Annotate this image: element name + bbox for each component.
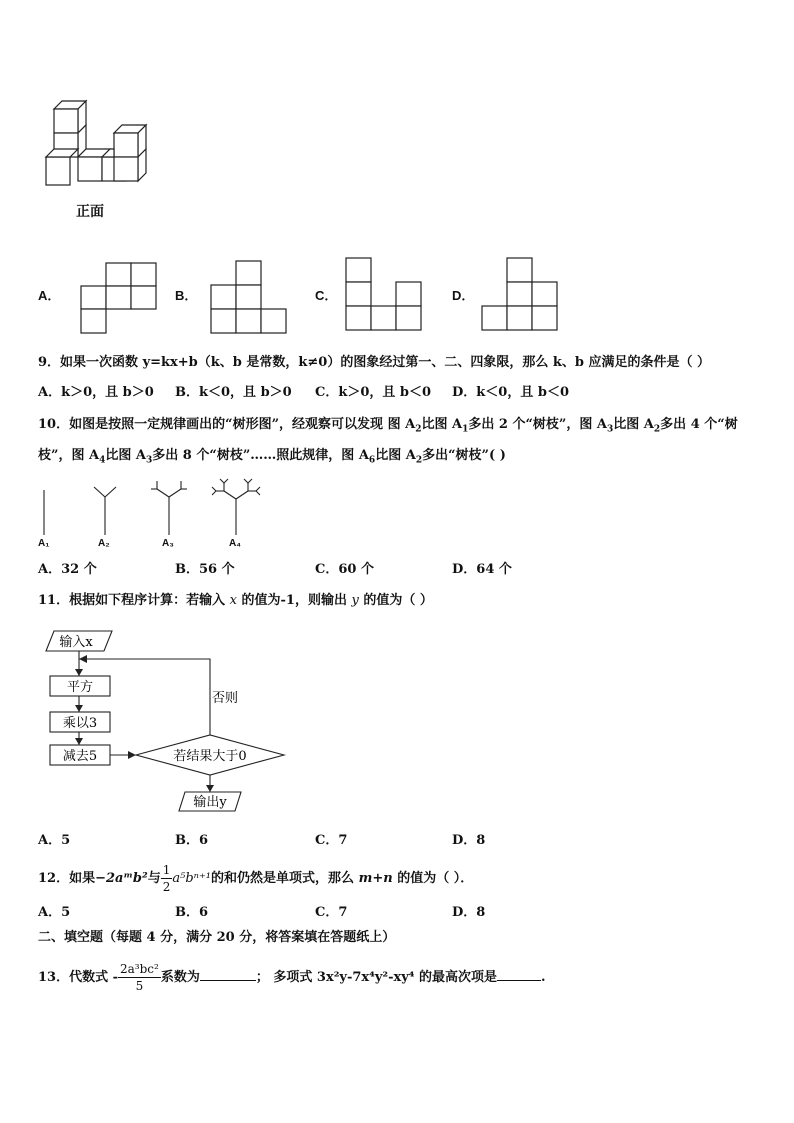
q8-option-b-view [211,261,287,339]
q12-expr: m+n [358,871,393,886]
q8-option-d-view [482,258,558,336]
q10-label-a2: A₂ [98,538,110,549]
q13-fraction: $\frac{\text{2a³bc²}}{5}$ [120,962,159,993]
q12-option-d: D．8 [452,905,486,920]
q12-option-c: C．7 [315,905,348,920]
q10-option-a: A．32 个 [38,562,97,577]
option-b-grid [211,261,287,335]
flow-multiply-text: 乘以3 [62,716,98,731]
q8-solid-figure [40,95,160,195]
q9-option-a: A．k＞0，且 b＞0 [38,385,154,400]
q10-stem-line2: 枝”，图 $A_4$比图 $A_3$多出 8 个“树枝”……照此规律，图 $A_6$比图 $A_2$多出“树枝”( ) [38,448,506,466]
flow-subtract-text: 减去5 [62,749,98,764]
q10-option-b: B．56 个 [175,562,235,577]
q12-term1: −2aᵐb² [95,871,148,886]
q11-option-b: B．6 [175,833,209,848]
flow-input-text: 输入x [59,635,93,650]
q13-blank-1[interactable] [200,980,256,981]
q12-option-b: B．6 [175,905,209,920]
q8-option-c-label: C． [315,288,338,303]
q12-fraction: $\frac{1}{2}$ [162,863,171,894]
option-c-grid [346,258,422,332]
option-d-grid [482,258,558,332]
flow-output-text: 输出y [193,795,227,810]
tree-figures [30,475,280,555]
q9-stem: 9．如果一次函数 y=kx+b（k、b 是常数，k≠0）的图象经过第一、二、四象限，那么 k、b 应满足的条件是（ ） [38,355,711,370]
q9-option-b: B．k＜0，且 b＞0 [175,385,292,400]
q8-option-b-label: B． [175,288,198,303]
cube-stack-drawing [40,95,160,195]
q9-option-c: C．k＞0，且 b＜0 [315,385,432,400]
q10-option-d: D．64 个 [452,562,512,577]
q9-option-d: D．k＜0，且 b＜0 [452,385,569,400]
q8-option-c-view [346,258,422,336]
q10-tree-diagrams [30,475,280,559]
q13-blank-2[interactable] [497,980,541,981]
flow-square-text: 平方 [66,680,94,695]
q11-option-a: A．5 [38,833,71,848]
q8-front-label: 正面 [76,203,104,219]
q8-option-d-label: D． [452,288,475,303]
q12-term2: a⁵bⁿ⁺¹ [172,871,212,886]
q8-option-a-view [81,263,157,339]
q11-option-d: D．8 [452,833,486,848]
flow-else-text: 否则 [211,691,239,706]
q11-stem: 11．根据如下程序计算：若输入 x 的值为-1，则输出 y 的值为（ ） [38,593,433,608]
q10-label-a4: A₄ [229,538,241,549]
q12-stem: 12．如果−2aᵐb²与 $\frac{1}{2}$ a⁵bⁿ⁺¹的和仍然是单项式，那么 m+n 的值为（ ）． [38,863,474,894]
q12-option-a: A．5 [38,905,71,920]
q10-option-c: C．60 个 [315,562,374,577]
q10-stem-line1: 10．如图是按照一定规律画出的“树形图”，经观察可以发现 图 $A_2$比图 $A_1$多出 2 个“树枝”，图 $A_3$比图 $A_2$多出 4 个“树 [38,417,738,435]
option-a-grid [81,263,157,335]
section2-heading: 二、填空题（每题 4 分，满分 20 分，将答案填在答题纸上） [38,930,396,945]
q11-option-c: C．7 [315,833,348,848]
q8-option-a-label: A． [38,288,61,303]
q13-stem: 13．代数式 - $\frac{\text{2a³bc²}}{5}$ 系数为 ； 多项式 3x²y-7x⁴y²-xy⁴ 的最高次项是 . [38,962,546,993]
flowchart-drawing [40,625,300,820]
flow-decision-text: 若结果大于0 [173,749,247,764]
q10-label-a3: A₃ [162,538,174,549]
q10-label-a1: A₁ [38,538,50,549]
q11-flowchart [40,625,300,824]
